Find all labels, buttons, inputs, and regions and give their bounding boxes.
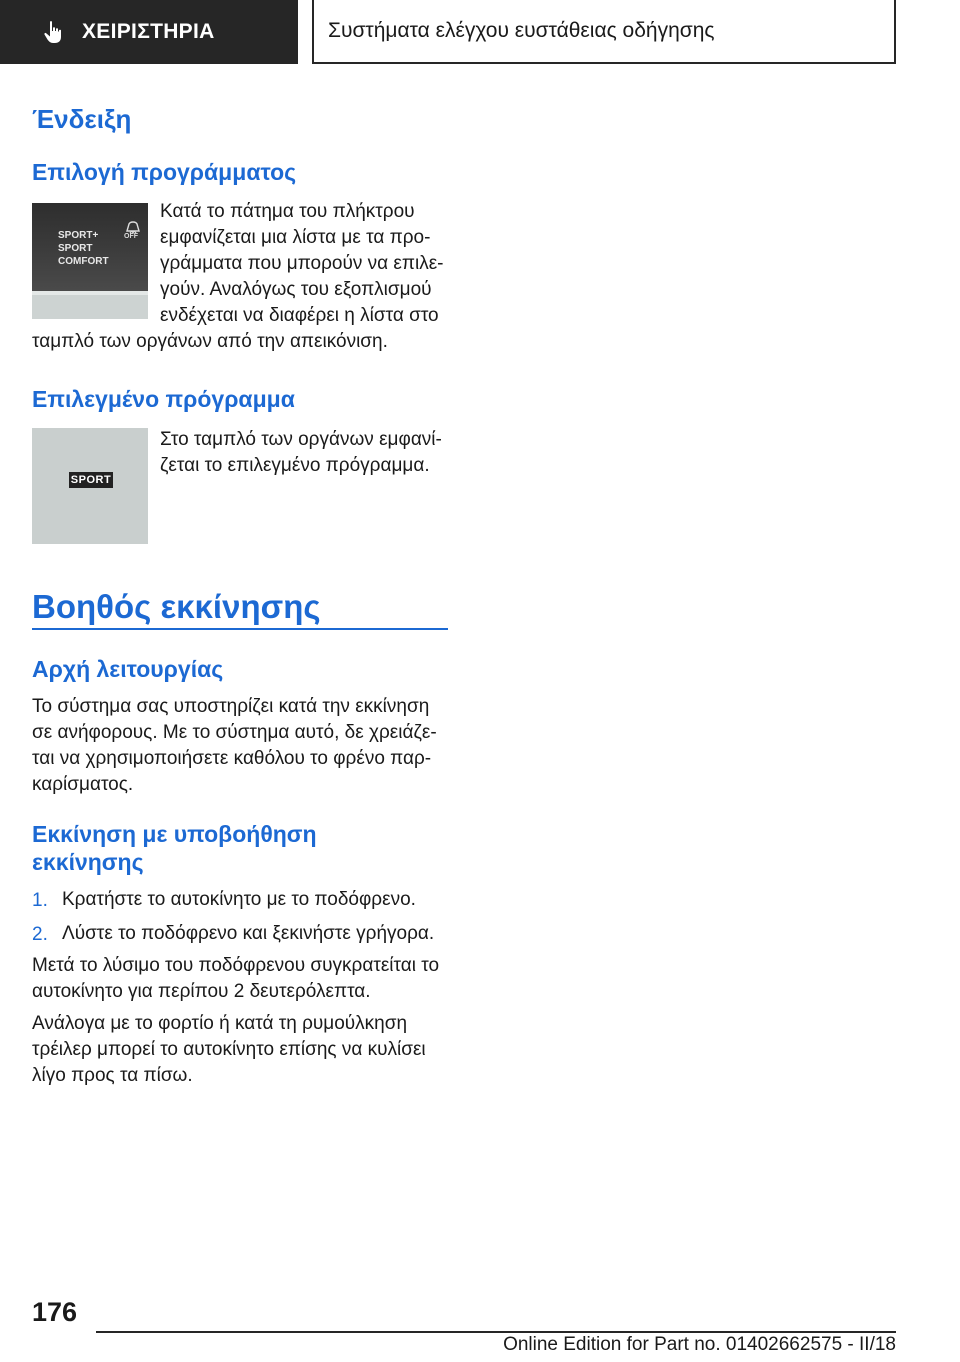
- display-divider: [32, 291, 148, 295]
- manual-tab[interactable]: [0, 0, 298, 64]
- program-selection-text-line: γράμματα που μπορούν να επιλε-: [160, 253, 444, 274]
- hand-pointer-icon: [40, 18, 68, 46]
- chapter-header: [312, 0, 896, 64]
- program-selection-text-line: Κατά το πάτημα του πλήκτρου: [160, 201, 415, 222]
- principle-text-line: ται να χρησιμοποιήσετε καθόλου το φρένο παρ-: [32, 748, 432, 769]
- image-option-comfort: COMFORT: [58, 256, 109, 267]
- program-selection-text-line: ενδέχεται να διαφέρει η λίστα στο: [160, 305, 439, 326]
- step-text: Λύστε το ποδόφρενο και ξεκινήστε γρήγορα.: [62, 923, 435, 944]
- principle-text-line: καρίσματος.: [32, 774, 134, 795]
- selected-program-image: [32, 428, 148, 544]
- start-assist-title: Βοηθός εκκίνησης: [32, 588, 321, 625]
- start-with-assist-heading: εκκίνησης: [32, 849, 144, 875]
- release-text-line: αυτοκίνητο για περίπου 2 δευτερόλεπτα.: [32, 981, 371, 1002]
- footer-rule: [96, 1331, 896, 1333]
- program-selection-text-line: εμφανίζεται μια λίστα με τα προ-: [160, 227, 431, 248]
- start-with-assist-heading: Εκκίνηση με υποβοήθηση: [32, 821, 317, 847]
- load-text-line: τρέιλερ μπορεί το αυτοκίνητο επίσης να κυλίσει: [32, 1039, 426, 1060]
- program-selection-text-line: γούν. Αναλόγως του εξοπλισμού: [160, 279, 432, 300]
- section-divider: [32, 628, 448, 630]
- selected-program-text-line: Στο ταμπλό των οργάνων εμφανί-: [160, 429, 442, 450]
- page-number: 176: [32, 1297, 78, 1327]
- image-option-sport: SPORT: [58, 243, 93, 254]
- selected-program-text-line: ζεται το επιλεγμένο πρόγραμμα.: [160, 455, 430, 476]
- program-selection-text-line: ταμπλό των οργάνων από την απεικόνιση.: [32, 331, 388, 352]
- image-option-sport-plus: SPORT+: [58, 230, 99, 241]
- principle-text-line: σε ανήφορους. Με το σύστημα αυτό, δε χρειάζε-: [32, 722, 437, 743]
- selected-program-heading: Επιλεγμένο πρόγραμμα: [32, 386, 295, 412]
- program-list-image: [32, 203, 148, 319]
- chapter-title: Συστήματα ελέγχου ευστάθειας οδήγησης: [328, 19, 715, 42]
- program-selection-heading: Επιλογή προγράμματος: [32, 159, 297, 185]
- load-text-line: λίγο προς τα πίσω.: [32, 1065, 193, 1086]
- off-label: OFF: [124, 233, 138, 240]
- step-number: 1.: [32, 890, 48, 911]
- release-text-line: Μετά το λύσιμο του ποδόφρενου συγκρατείται το: [32, 955, 440, 976]
- stability-off-icon: [124, 220, 142, 242]
- display-section-title: Ένδειξη: [32, 104, 132, 134]
- edition-info: Online Edition for Part no. 01402662575 - II/18: [503, 1334, 896, 1355]
- load-text-line: Ανάλογα με το φορτίο ή κατά τη ρυμούλκηση: [32, 1013, 408, 1034]
- principle-heading: Αρχή λειτουργίας: [32, 656, 224, 682]
- manual-label: ΧΕΙΡΙΣΤΗΡΙΑ: [82, 20, 215, 43]
- sport-badge: SPORT: [70, 474, 112, 486]
- step-text: Κρατήστε το αυτοκίνητο με το ποδόφρενο.: [62, 889, 416, 910]
- principle-text-line: Το σύστημα σας υποστηρίζει κατά την εκκίνηση: [32, 696, 430, 717]
- step-number: 2.: [32, 924, 48, 945]
